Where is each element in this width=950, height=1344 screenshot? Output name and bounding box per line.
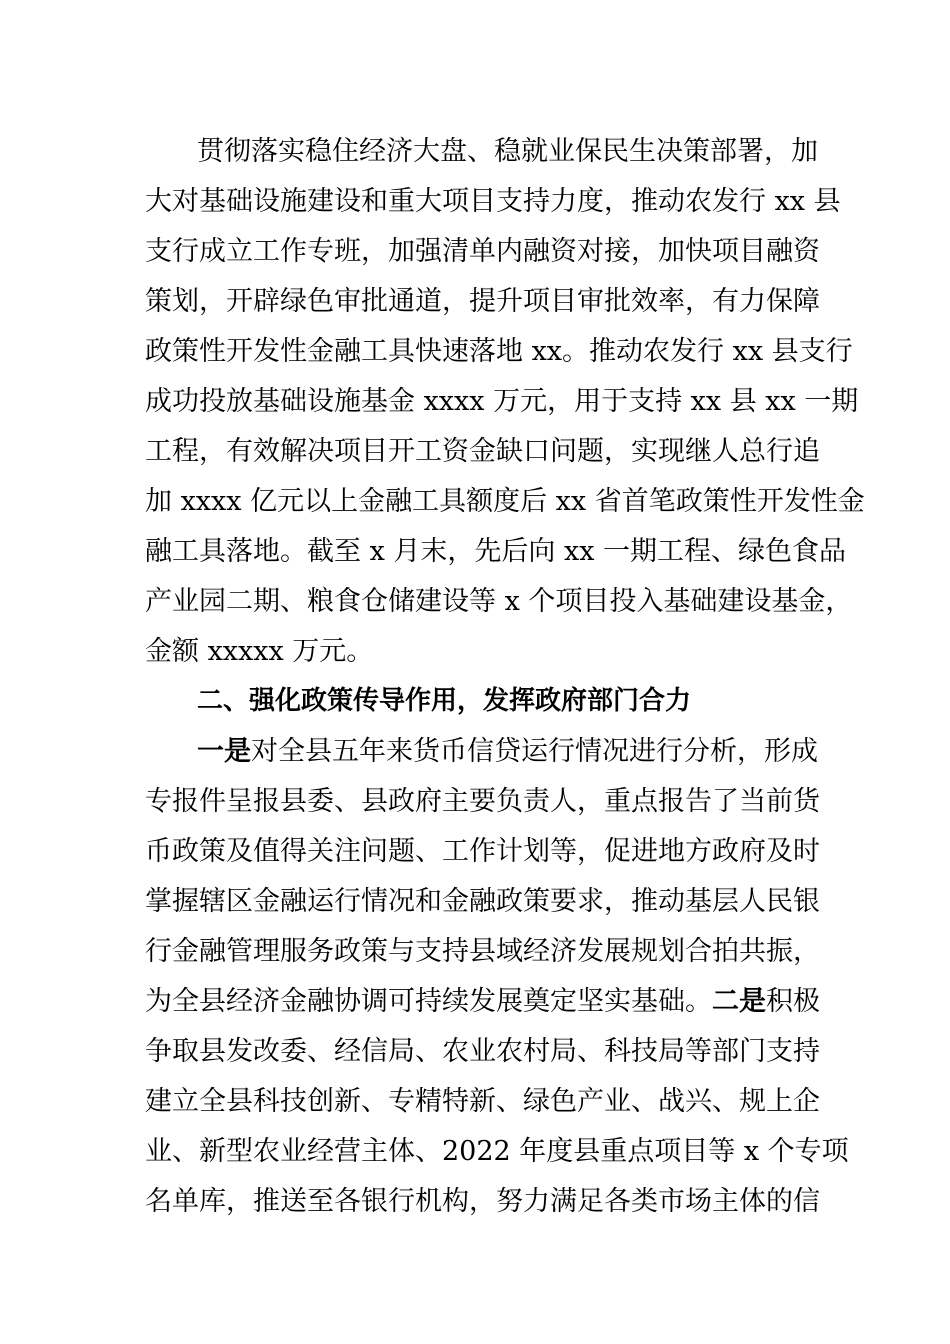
- paragraph-1-line-7: 工程，有效解决项目开工资金缺口问题，实现继人总行追: [145, 436, 820, 467]
- paragraph-1-line-5: 政策性开发性金融工具快速落地 xx。推动农发行 xx 县支行: [145, 336, 853, 367]
- paragraph-2-line-9: 业、新型农业经营主体、2022 年度县重点项目等 x 个专项: [145, 1136, 849, 1167]
- paragraph-2-line-6-end: 积极: [766, 986, 820, 1017]
- paragraph-2-line-4: 掌握辖区金融运行情况和金融政策要求，推动基层人民银: [145, 886, 820, 917]
- paragraph-2-line-8: 建立全县科技创新、专精特新、绿色产业、战兴、规上企: [145, 1086, 820, 1117]
- paragraph-2-line-10: 名单库，推送至各银行机构，努力满足各类市场主体的信: [145, 1186, 820, 1217]
- paragraph-1-line-6: 成功投放基础设施基金 xxxx 万元，用于支持 xx 县 xx 一期: [145, 386, 859, 417]
- paragraph-2-line-3: 币政策及值得关注问题、工作计划等，促进地方政府及时: [145, 836, 820, 867]
- paragraph-1-line-4: 策划，开辟绿色审批通道，提升项目审批效率，有力保障: [145, 286, 820, 317]
- paragraph-2-line-2: 专报件呈报县委、县政府主要负责人，重点报告了当前货: [145, 786, 820, 817]
- section-heading: 二、强化政策传导作用，发挥政府部门合力: [197, 686, 692, 716]
- paragraph-1-line-1: 贯彻落实稳住经济大盘、稳就业保民生决策部署，加: [197, 136, 818, 167]
- paragraph-2-line-6: [145, 986, 820, 1017]
- lead-marker-2: 二是: [712, 986, 766, 1017]
- paragraph-1-line-2: 大对基础设施建设和重大项目支持力度，推动农发行 xx 县: [145, 186, 841, 217]
- paragraph-1-line-11: 金额 xxxxx 万元。: [145, 636, 374, 667]
- paragraph-2-line-5: 行金融管理服务政策与支持县域经济发展规划合拍共振，: [145, 936, 820, 967]
- paragraph-2-line-6-text: 为全县经济金融协调可持续发展奠定坚实基础。: [145, 986, 712, 1017]
- paragraph-2-line-1: [197, 736, 818, 767]
- paragraph-2-line-7: 争取县发改委、经信局、农业农村局、科技局等部门支持: [145, 1036, 820, 1067]
- paragraph-2-line-1-text: 对全县五年来货币信贷运行情况进行分析，形成: [251, 736, 818, 767]
- lead-marker-1: 一是: [197, 736, 251, 767]
- paragraph-1-line-9: 融工具落地。截至 x 月末，先后向 xx 一期工程、绿色食品: [145, 536, 847, 567]
- paragraph-1-line-8: 加 xxxx 亿元以上金融工具额度后 xx 省首笔政策性开发性金: [145, 486, 865, 517]
- paragraph-1-line-3: 支行成立工作专班，加强清单内融资对接，加快项目融资: [145, 236, 820, 267]
- paragraph-1-line-10: 产业园二期、粮食仓储建设等 x 个项目投入基础建设基金，: [145, 586, 853, 617]
